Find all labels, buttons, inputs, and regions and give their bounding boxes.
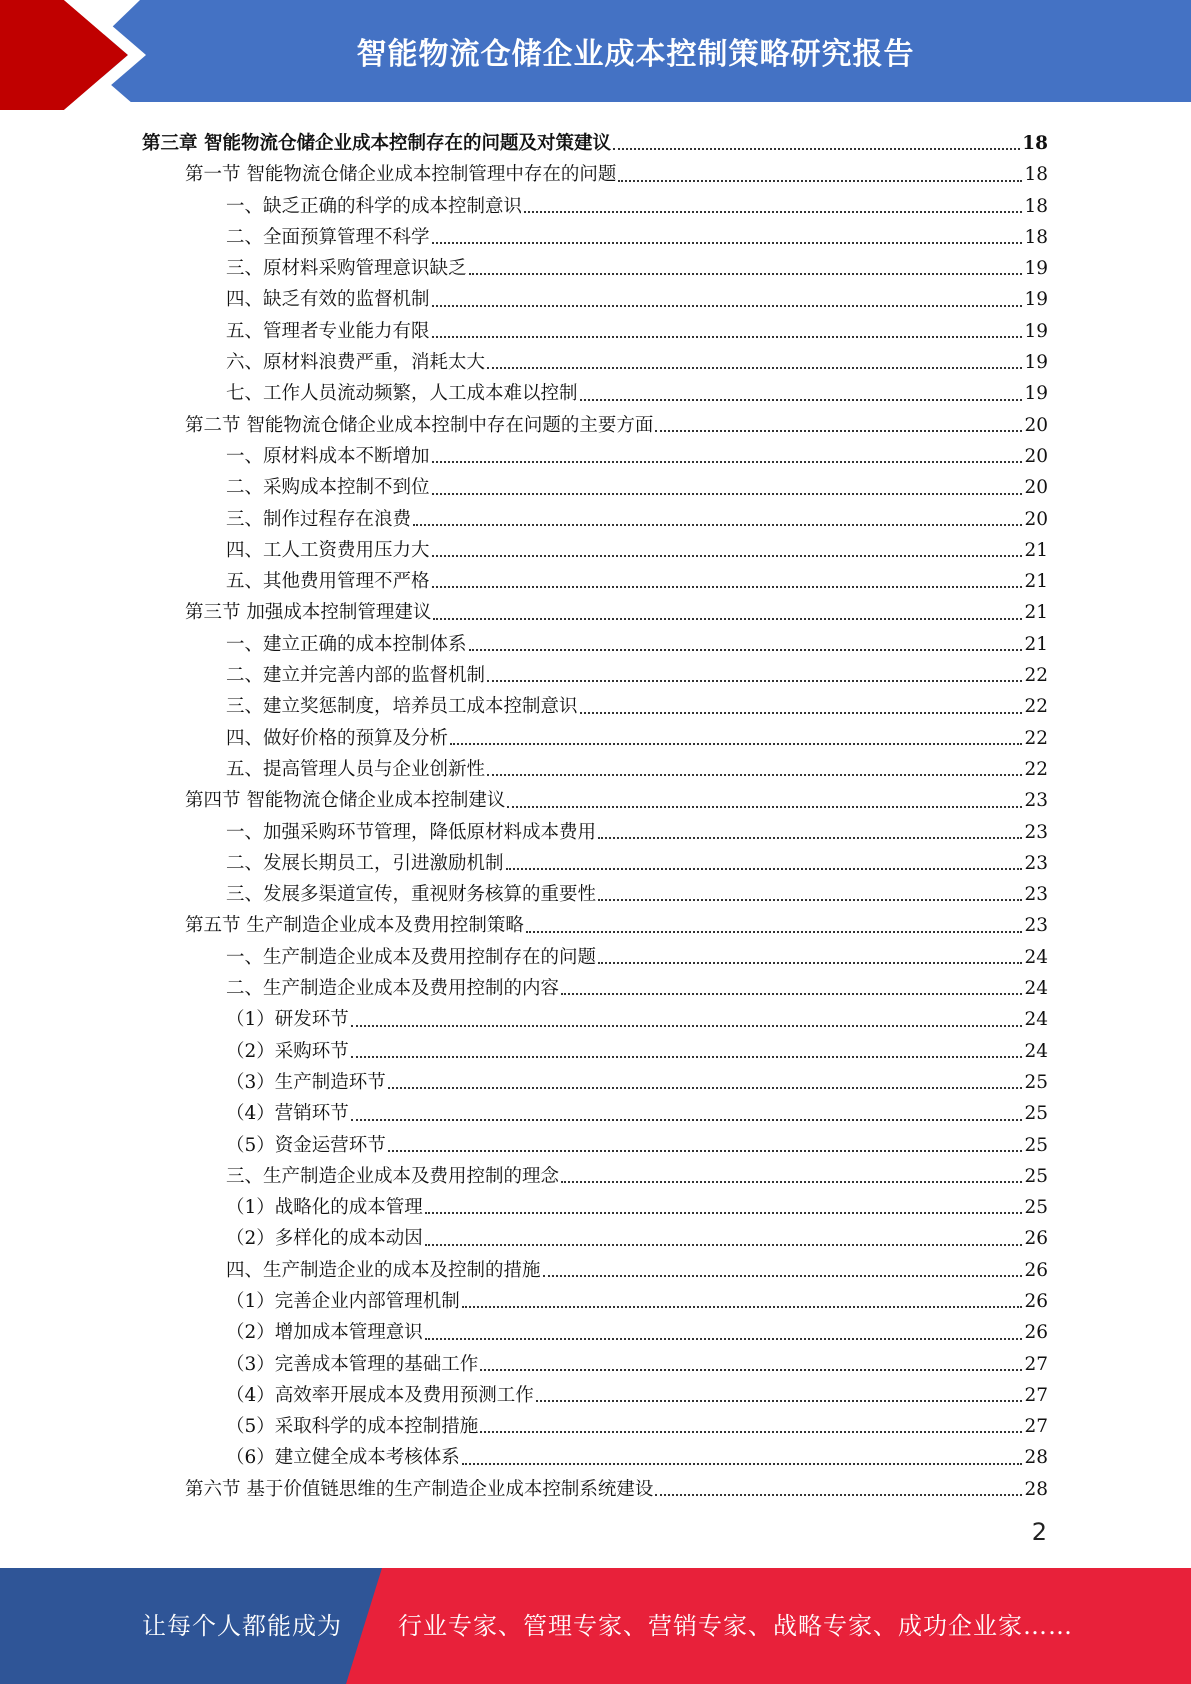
toc-entry-page: 25 (1024, 1197, 1048, 1219)
toc-dot-leader (425, 1211, 1023, 1214)
toc-entry-title: （3）完善成本管理的基础工作 (226, 1353, 479, 1375)
toc-entry-title: （5）采取科学的成本控制措施 (226, 1416, 479, 1438)
toc-entry[interactable] (142, 817, 1048, 848)
toc-dot-leader (598, 898, 1022, 901)
toc-entry[interactable] (142, 128, 1048, 159)
toc-dot-leader (432, 304, 1023, 307)
toc-entry-title: 三、建立奖惩制度，培养员工成本控制意识 (226, 696, 578, 718)
toc-entry-page: 25 (1024, 1134, 1048, 1156)
toc-entry-page: 19 (1024, 383, 1048, 405)
toc-entry[interactable] (142, 1255, 1048, 1286)
toc-entry[interactable] (142, 378, 1048, 409)
toc-dot-leader (388, 1149, 1023, 1152)
toc-dot-leader (432, 585, 1023, 588)
toc-entry[interactable] (142, 284, 1048, 315)
toc-entry[interactable] (142, 253, 1048, 284)
toc-entry[interactable] (142, 222, 1048, 253)
toc-entry[interactable] (142, 1067, 1048, 1098)
toc-dot-leader (469, 648, 1023, 651)
toc-dot-leader (487, 773, 1022, 776)
toc-dot-leader (462, 1305, 1023, 1308)
toc-dot-leader (487, 366, 1022, 369)
toc-dot-leader (450, 742, 1022, 745)
toc-entry-page: 26 (1024, 1322, 1048, 1344)
toc-entry-page: 22 (1024, 727, 1048, 749)
toc-entry[interactable] (142, 723, 1048, 754)
toc-entry-page: 25 (1024, 1103, 1048, 1125)
toc-entry-title: 第三节 加强成本控制管理建议 (185, 602, 432, 624)
toc-entry-page: 22 (1024, 696, 1048, 718)
toc-entry-title: 二、采购成本控制不到位 (226, 477, 430, 499)
toc-dot-leader (351, 1055, 1023, 1058)
toc-dot-leader (618, 179, 1022, 182)
toc-dot-leader (351, 1024, 1023, 1027)
footer-slogan-right: 行业专家、管理专家、营销专家、战略专家、成功企业家…… (398, 1612, 1073, 1640)
toc-entry-page: 20 (1024, 477, 1048, 499)
toc-entry-title: （4）营销环节 (226, 1103, 349, 1125)
toc-entry-title: 第一节 智能物流仓储企业成本控制管理中存在的问题 (185, 164, 617, 186)
toc-dot-leader (561, 1180, 1022, 1183)
toc-entry-title: 二、建立并完善内部的监督机制 (226, 665, 486, 687)
toc-entry-title: 三、发展多渠道宣传，重视财务核算的重要性 (226, 884, 597, 906)
table-of-contents (142, 128, 1048, 1505)
toc-dot-leader (526, 930, 1023, 933)
toc-dot-leader (480, 1430, 1022, 1433)
toc-entry[interactable] (142, 441, 1048, 472)
toc-dot-leader (580, 711, 1023, 714)
page-number: 2 (1031, 1518, 1047, 1546)
toc-entry-page: 19 (1024, 352, 1048, 374)
toc-entry-title: （1）研发环节 (226, 1009, 349, 1031)
toc-dot-leader (655, 1493, 1022, 1496)
toc-entry[interactable] (142, 660, 1048, 691)
toc-entry-page: 20 (1024, 445, 1048, 467)
toc-entry-page: 25 (1024, 1165, 1048, 1187)
toc-entry-page: 23 (1024, 915, 1048, 937)
toc-entry[interactable] (142, 1380, 1048, 1411)
toc-dot-leader (524, 210, 1022, 213)
toc-dot-leader (598, 961, 1022, 964)
toc-entry-page: 23 (1024, 821, 1048, 843)
toc-entry-page: 28 (1024, 1447, 1048, 1469)
toc-entry[interactable] (142, 1130, 1048, 1161)
toc-entry-page: 21 (1024, 602, 1048, 624)
toc-entry[interactable] (142, 1442, 1048, 1473)
toc-entry-title: 一、原材料成本不断增加 (226, 445, 430, 467)
toc-entry[interactable] (142, 1192, 1048, 1223)
toc-entry-title: 第三章 智能物流仓储企业成本控制存在的问题及对策建议 (142, 133, 611, 154)
toc-dot-leader (469, 272, 1023, 275)
toc-entry-page: 23 (1024, 852, 1048, 874)
toc-dot-leader (351, 1118, 1023, 1121)
toc-entry[interactable] (142, 879, 1048, 910)
toc-dot-leader (462, 1462, 1023, 1465)
footer-banner (0, 1568, 1191, 1684)
toc-entry-title: 七、工作人员流动频繁，人工成本难以控制 (226, 383, 578, 405)
toc-dot-leader (655, 429, 1022, 432)
toc-entry-page: 26 (1024, 1290, 1048, 1312)
toc-entry-page: 23 (1024, 884, 1048, 906)
toc-entry-title: 五、提高管理人员与企业创新性 (226, 758, 486, 780)
toc-dot-leader (432, 460, 1023, 463)
toc-entry[interactable] (142, 1098, 1048, 1129)
toc-dot-leader (561, 992, 1022, 995)
toc-entry[interactable] (142, 472, 1048, 503)
toc-entry-page: 28 (1024, 1478, 1048, 1500)
toc-entry-page: 24 (1024, 946, 1048, 968)
toc-entry-title: （1）战略化的成本管理 (226, 1197, 423, 1219)
toc-entry-page: 19 (1024, 289, 1048, 311)
toc-entry[interactable] (142, 1223, 1048, 1254)
toc-entry[interactable] (142, 504, 1048, 535)
toc-entry-title: 二、生产制造企业成本及费用控制的内容 (226, 978, 560, 1000)
toc-entry-title: （5）资金运营环节 (226, 1134, 386, 1156)
toc-entry[interactable] (142, 159, 1048, 190)
page-title: 智能物流仓储企业成本控制策略研究报告 (356, 37, 915, 72)
toc-entry-title: （1）完善企业内部管理机制 (226, 1290, 460, 1312)
toc-entry-page: 27 (1024, 1353, 1048, 1375)
toc-entry-page: 26 (1024, 1259, 1048, 1281)
toc-entry-title: 三、制作过程存在浪费 (226, 508, 412, 530)
toc-entry-title: （6）建立健全成本考核体系 (226, 1447, 460, 1469)
toc-dot-leader (480, 1368, 1022, 1371)
toc-entry[interactable] (142, 973, 1048, 1004)
toc-dot-leader (543, 1274, 1023, 1277)
toc-entry[interactable] (142, 785, 1048, 816)
toc-entry-title: 第四节 智能物流仓储企业成本控制建议 (185, 790, 506, 812)
toc-entry-title: （3）生产制造环节 (226, 1071, 386, 1093)
toc-dot-leader (425, 1337, 1023, 1340)
toc-dot-leader (433, 617, 1022, 620)
toc-dot-leader (613, 147, 1020, 150)
toc-entry-title: （2）增加成本管理意识 (226, 1322, 423, 1344)
toc-dot-leader (432, 554, 1023, 557)
toc-entry[interactable] (142, 1286, 1048, 1317)
toc-entry-page: 25 (1024, 1071, 1048, 1093)
toc-dot-leader (413, 523, 1022, 526)
toc-entry-title: 三、原材料采购管理意识缺乏 (226, 258, 467, 280)
toc-entry[interactable] (142, 1161, 1048, 1192)
toc-entry-page: 20 (1024, 508, 1048, 530)
toc-entry[interactable] (142, 566, 1048, 597)
toc-entry-title: 五、其他费用管理不严格 (226, 571, 430, 593)
toc-entry-title: 五、管理者专业能力有限 (226, 320, 430, 342)
toc-entry-page: 18 (1022, 133, 1048, 154)
toc-entry-page: 21 (1024, 539, 1048, 561)
toc-entry-title: 二、发展长期员工，引进激励机制 (226, 852, 504, 874)
toc-dot-leader (425, 1243, 1023, 1246)
toc-entry[interactable] (142, 1004, 1048, 1035)
toc-entry-title: 第五节 生产制造企业成本及费用控制策略 (185, 915, 524, 937)
toc-entry-title: 三、生产制造企业成本及费用控制的理念 (226, 1165, 560, 1187)
toc-entry[interactable] (142, 754, 1048, 785)
toc-entry[interactable] (142, 1317, 1048, 1348)
toc-entry[interactable] (142, 1036, 1048, 1067)
toc-entry-title: 六、原材料浪费严重，消耗太大 (226, 352, 486, 374)
toc-entry-page: 27 (1024, 1416, 1048, 1438)
toc-entry-page: 18 (1024, 195, 1048, 217)
toc-entry-title: 二、全面预算管理不科学 (226, 226, 430, 248)
toc-entry-title: 四、工人工资费用压力大 (226, 539, 430, 561)
toc-dot-leader (507, 805, 1022, 808)
toc-dot-leader (598, 836, 1022, 839)
toc-entry[interactable] (142, 535, 1048, 566)
toc-entry-page: 24 (1024, 1040, 1048, 1062)
toc-entry[interactable] (142, 191, 1048, 222)
toc-entry-title: 一、加强采购环节管理，降低原材料成本费用 (226, 821, 597, 843)
toc-entry-title: 四、做好价格的预算及分析 (226, 727, 449, 749)
toc-entry-page: 19 (1024, 258, 1048, 280)
toc-dot-leader (487, 679, 1022, 682)
toc-entry[interactable] (142, 1411, 1048, 1442)
toc-entry-title: 四、生产制造企业的成本及控制的措施 (226, 1259, 541, 1281)
toc-dot-leader (432, 241, 1023, 244)
toc-entry-page: 27 (1024, 1384, 1048, 1406)
toc-entry-title: 四、缺乏有效的监督机制 (226, 289, 430, 311)
toc-dot-leader (388, 1086, 1023, 1089)
footer-slogan-left: 让每个人都能成为 (142, 1612, 342, 1640)
toc-entry-page: 18 (1024, 164, 1048, 186)
toc-dot-leader (432, 335, 1023, 338)
toc-entry-page: 22 (1024, 665, 1048, 687)
toc-entry[interactable] (142, 347, 1048, 378)
toc-entry-title: （2）采购环节 (226, 1040, 349, 1062)
toc-entry-page: 24 (1024, 1009, 1048, 1031)
toc-entry[interactable] (142, 691, 1048, 722)
toc-entry-page: 19 (1024, 320, 1048, 342)
toc-entry[interactable] (142, 629, 1048, 660)
toc-entry[interactable] (142, 1349, 1048, 1380)
toc-entry-title: 第六节 基于价值链思维的生产制造企业成本控制系统建设 (185, 1478, 654, 1500)
toc-entry-page: 26 (1024, 1228, 1048, 1250)
toc-entry-title: （2）多样化的成本动因 (226, 1228, 423, 1250)
toc-entry-title: 一、建立正确的成本控制体系 (226, 633, 467, 655)
toc-entry[interactable] (142, 316, 1048, 347)
toc-entry-page: 21 (1024, 633, 1048, 655)
toc-entry[interactable] (142, 910, 1048, 941)
toc-entry-title: 一、生产制造企业成本及费用控制存在的问题 (226, 946, 597, 968)
toc-entry-title: 一、缺乏正确的科学的成本控制意识 (226, 195, 523, 217)
toc-dot-leader (536, 1399, 1023, 1402)
toc-entry[interactable] (142, 848, 1048, 879)
toc-dot-leader (432, 492, 1023, 495)
toc-dot-leader (580, 398, 1023, 401)
toc-entry-page: 18 (1024, 226, 1048, 248)
toc-entry[interactable] (142, 1474, 1048, 1505)
toc-entry-title: （4）高效率开展成本及费用预测工作 (226, 1384, 534, 1406)
toc-entry-page: 22 (1024, 758, 1048, 780)
toc-dot-leader (506, 867, 1023, 870)
toc-entry-page: 24 (1024, 978, 1048, 1000)
toc-entry[interactable] (142, 410, 1048, 441)
toc-entry-title: 第二节 智能物流仓储企业成本控制中存在问题的主要方面 (185, 414, 654, 436)
toc-entry[interactable] (142, 942, 1048, 973)
toc-entry-page: 23 (1024, 790, 1048, 812)
toc-entry-page: 20 (1024, 414, 1048, 436)
toc-entry[interactable] (142, 597, 1048, 628)
header-banner (0, 0, 1191, 110)
toc-entry-page: 21 (1024, 571, 1048, 593)
